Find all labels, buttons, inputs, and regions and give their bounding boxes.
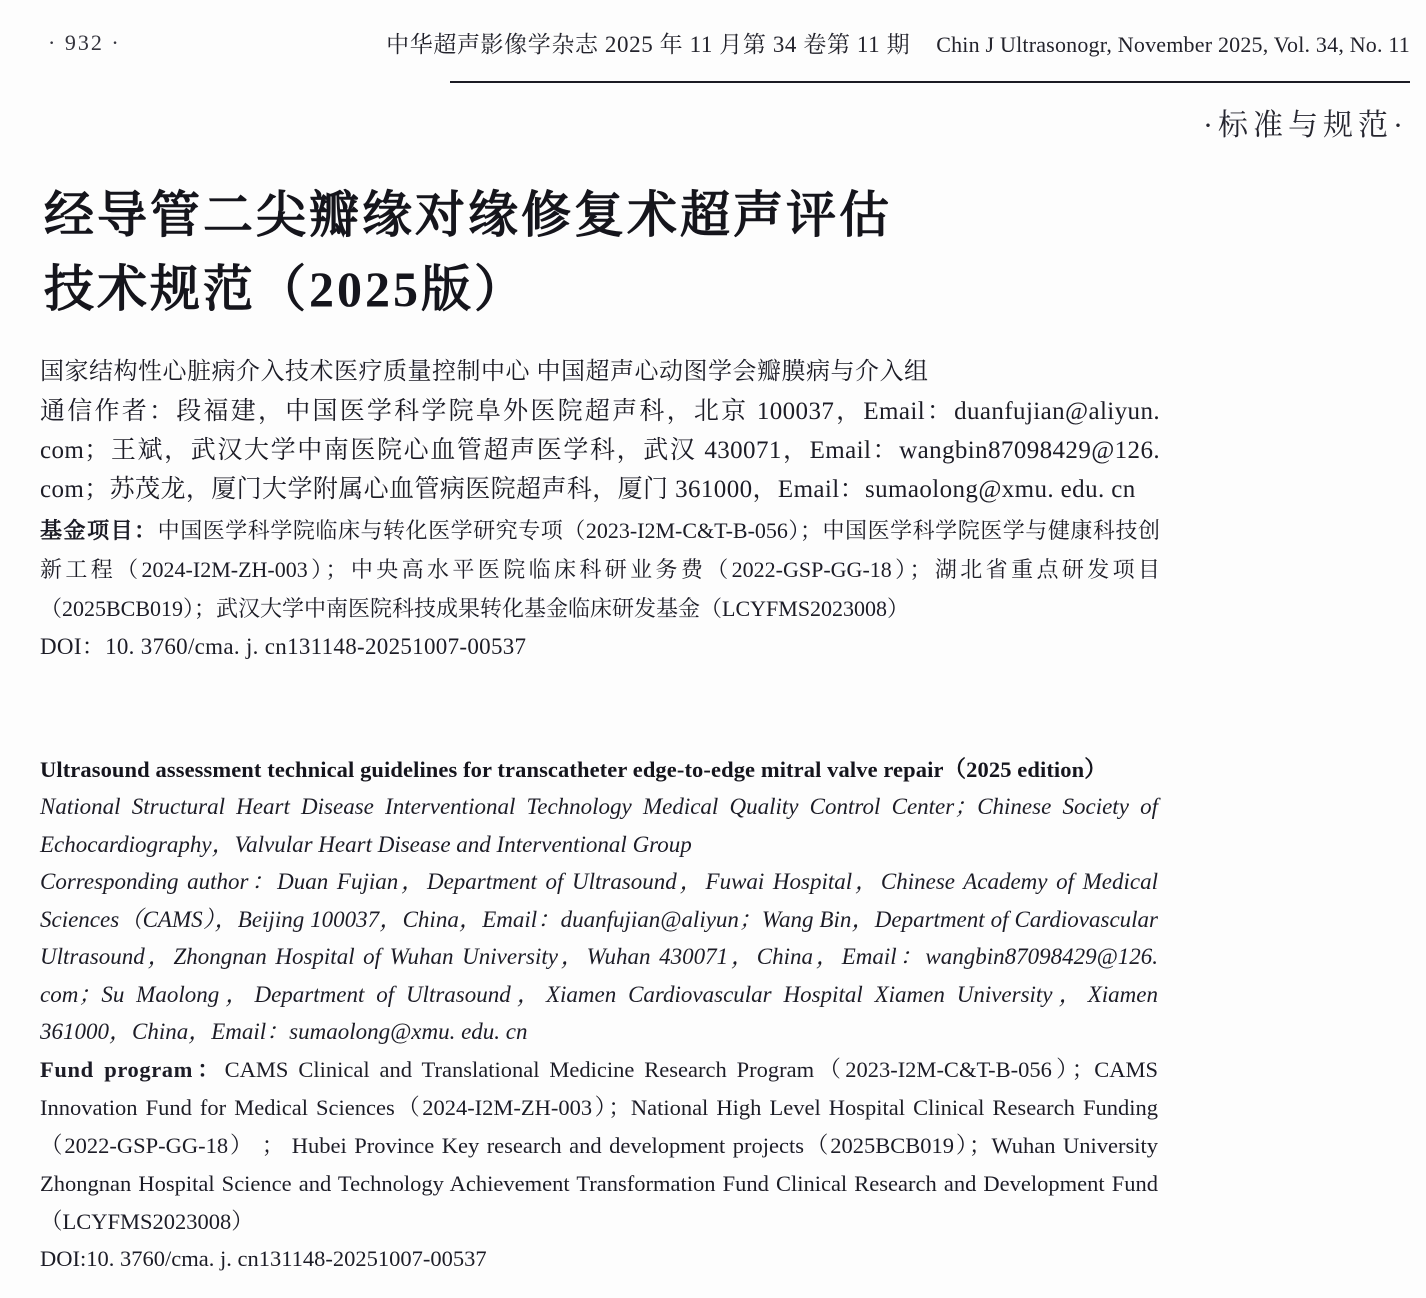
section-kicker: ·标准与规范· [1203, 109, 1408, 142]
chinese-fund-text: 中国医学科学院临床与转化医学研究专项（2023-I2M-C&T-B-056）；中国医学科学院医学与健康科技创新工程（2024-I2M-ZH-003）；中央高水平医院临床科研业务费（2022-GSP-GG-18）；湖北省重点研发项目（2025BCB019）；武汉大学中南医院科技成果转化基金临床研发基金（LCYFMS2023008） [40, 518, 1160, 621]
english-doi: DOI:10. 3760/cma. j. cn131148-20251007-00537 [40, 1245, 487, 1271]
english-affiliation: National Structural Heart Disease Interventional Technology Medical Quality Control Center；Chinese Society of Echocardiography，Valvular Heart Disease and Interventional Group [40, 794, 1158, 857]
english-fund-text: CAMS Clinical and Translational Medicine Research Program（2023-I2M-C&T-B-056）；CAMS Innovation Fund for Medical Sciences（2024-I2M-ZH-003）；National High Level Hospital Clinical Research Funding （2022-GSP-GG-18） ； Hubei Province Key research and development projects（2025BCB019）；Wuhan University Zhongnan Hospital Science and Technology Achievement Transformation Fund Clinical Research and Development Fund（LCYFMS2023008） [40, 1056, 1158, 1234]
chinese-corresponding-author: 通信作者：段福建，中国医学科学院阜外医院超声科，北京 100037，Email：duanfujian@aliyun. com；王斌，武汉大学中南医院心血管超声医学科，武汉 430071，Email：wangbin87098429@126. com；苏茂龙，厦门大学附属心血管病医院超声科，厦门 361000，Email：sumaolong@xmu. edu. cn [40, 398, 1160, 503]
chinese-organizations: 国家结构性心脏病介入技术医疗质量控制中心 中国超声心动图学会瓣膜病与介入组 [40, 359, 929, 385]
english-fund-program [40, 1051, 1158, 1241]
chinese-fund-program [40, 511, 1160, 628]
running-head [0, 24, 1426, 68]
chinese-metadata [40, 352, 1160, 666]
journal-title-chinese: 中华超声影像学杂志 2025 年 11 月第 34 卷第 11 期 [386, 32, 911, 57]
chinese-fund-label: 基金项目： [40, 518, 158, 543]
english-article-title: Ultrasound assessment technical guidelines for transcatheter edge-to-edge mitral valve repair（2025 edition） [40, 757, 1107, 782]
article-title-line-1: 经导管二尖瓣缘对缘修复术超声评估 [44, 187, 892, 243]
english-metadata [40, 752, 1158, 1277]
running-head-citation [386, 26, 1410, 59]
header-rule [450, 81, 1410, 83]
journal-title-english: Chin J Ultrasonogr, November 2025, Vol. 34, No. 11 [936, 32, 1410, 57]
page-folio: · 932 · [48, 30, 121, 55]
english-fund-label: Fund program： [40, 1056, 225, 1082]
chinese-doi: DOI：10. 3760/cma. j. cn131148-20251007-00537 [40, 634, 527, 659]
english-corresponding-author: Corresponding author：Duan Fujian，Department of Ultrasound，Fuwai Hospital，Chinese Academy of Medical Sciences（CAMS），Beijing 100037，China，Email：duanfujian@aliyun；Wang Bin，Department of Cardiovascular Ultrasound，Zhongnan Hospital of Wuhan University，Wuhan 430071，China，Email：wangbin87098429@126. com；Su Maolong，Department of Ultrasound，Xiamen Cardiovascular Hospital Xiamen University，Xiamen 361000，China，Email：sumaolong@xmu. edu. cn [40, 869, 1158, 1044]
article-title-line-2: 技术规范（2025版） [44, 261, 527, 317]
article-title [44, 178, 1194, 326]
